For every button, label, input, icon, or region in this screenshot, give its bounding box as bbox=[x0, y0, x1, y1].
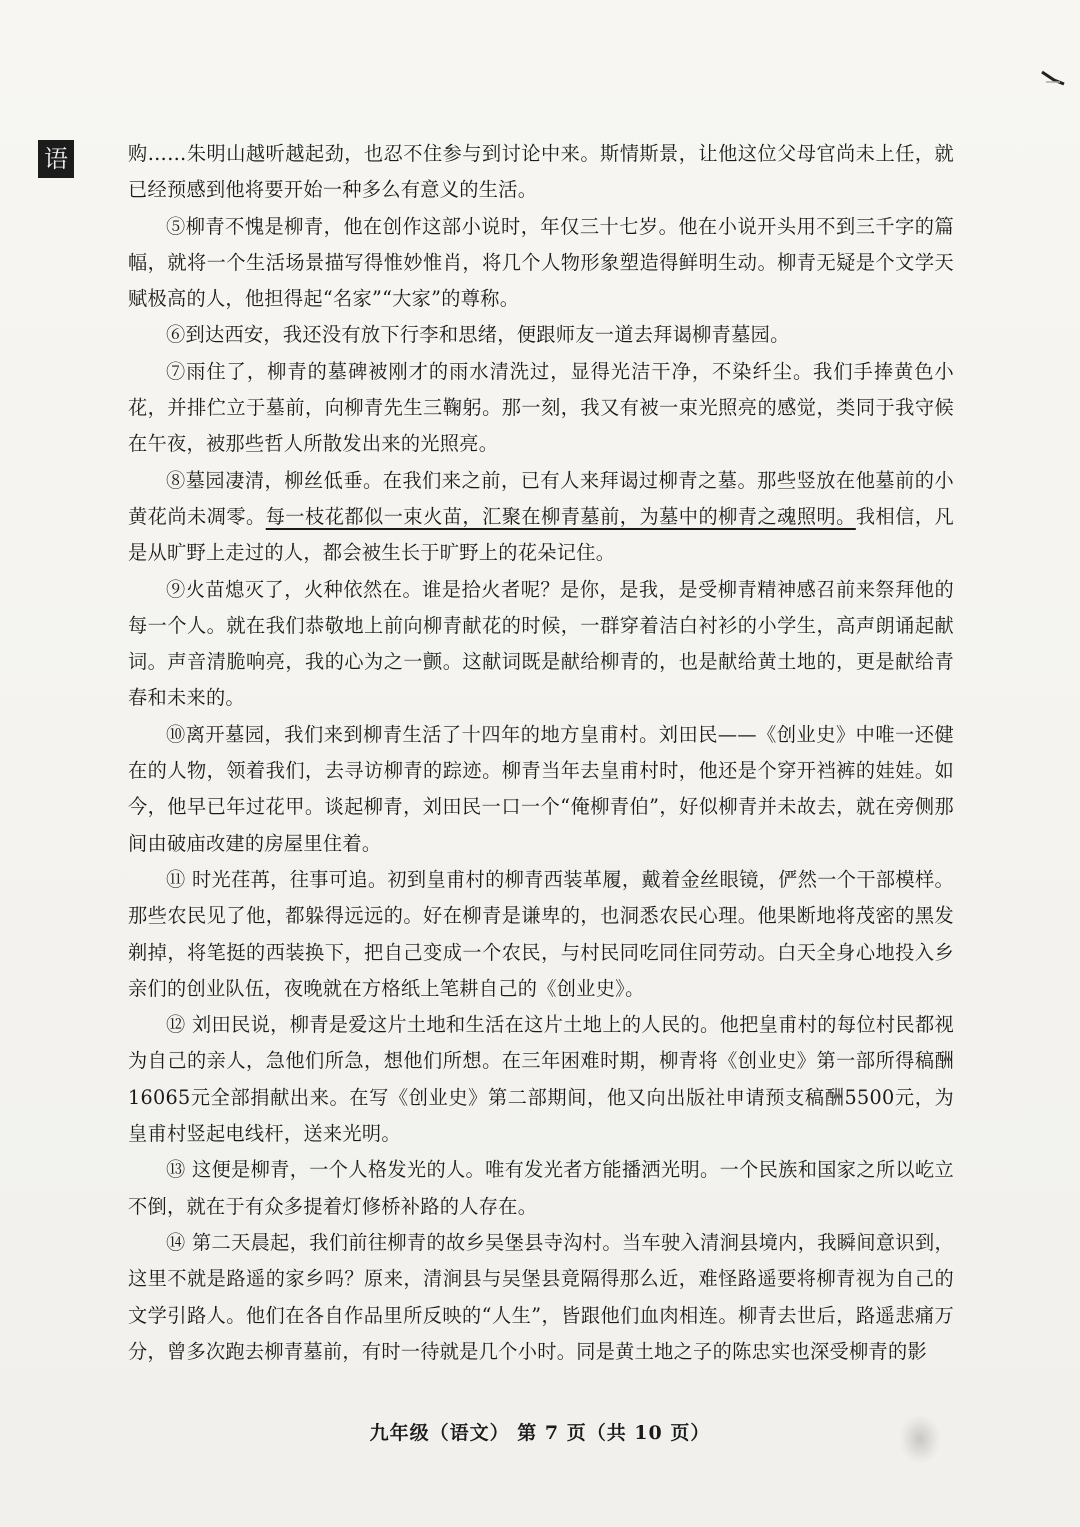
underlined-sentence: 每一枝花都似一束火苗，汇聚在柳青墓前，为墓中的柳青之魂照明。 bbox=[265, 504, 856, 528]
article-body bbox=[128, 136, 954, 1370]
paragraph-5: ⑤柳青不愧是柳青，他在创作这部小说时，年仅三十七岁。他在小说开头用不到三千字的篇幅，就将一个生活场景描写得惟妙惟肖，将几个人物形象塑造得鲜明生动。柳青无疑是个文学天赋极高的人，他担得起“名家”“大家”的尊称。 bbox=[128, 214, 954, 311]
paragraph-8-tail: 我相信，凡是从旷野上走过的人，都会被生长于旷野上的花朵记住。 bbox=[128, 504, 954, 565]
paragraph-6: ⑥到达西安，我还没有放下行李和思绪，便跟师友一道去拜谒柳青墓园。 bbox=[166, 323, 790, 347]
paragraph-8 bbox=[128, 463, 954, 572]
paragraph-10: ⑩离开墓园，我们来到柳青生活了十四年的地方皇甫村。刘田民——《创业史》中唯一还健在的人物，领着我们，去寻访柳青的踪迹。柳青当年去皇甫村时，他还是个穿开裆裤的娃娃。如今，他早已年过花甲。谈起柳青，刘田民一口一个“俺柳青伯”，好似柳青并未故去，就在旁侧那间由破庙改建的房屋里住着。 bbox=[128, 722, 954, 855]
paragraph-9: ⑨火苗熄灭了，火种依然在。谁是拾火者呢？是你，是我，是受柳青精神感召前来祭拜他的每一个人。就在我们恭敬地上前向柳青献花的时候，一群穿着洁白衬衫的小学生，高声朗诵起献词。声音清脆响亮，我的心为之一颤。这献词既是献给柳青的，也是献给黄土地的，更是献给青春和未来的。 bbox=[128, 577, 954, 710]
subject-tab: 语 bbox=[38, 140, 74, 178]
scan-smudge bbox=[900, 1415, 940, 1463]
paragraph-continuation: 购……朱明山越听越起劲，也忍不住参与到讨论中来。斯情斯景，让他这位父母官尚未上任，就已经预感到他将要开始一种多么有意义的生活。 bbox=[128, 142, 954, 202]
scan-mark-icon bbox=[1040, 70, 1066, 86]
paragraph-14: ⑭ 第二天晨起，我们前往柳青的故乡吴堡县寺沟村。当车驶入清涧县境内，我瞬间意识到，这里不就是路遥的家乡吗？原来，清涧县与吴堡县竟隔得那么近，难怪路遥要将柳青视为自己的文学引路人。他们在各自作品里所反映的“人生”，皆跟他们血肉相连。柳青去世后，路遥悲痛万分，曾多次跑去柳青墓前，有时一待就是几个小时。同是黄土地之子的陈忠实也深受柳青的影 bbox=[128, 1230, 954, 1363]
paragraph-8-lead: ⑧墓园凄清，柳丝低垂。在我们来之前，已有人来拜谒过柳青之墓。那些竖放在他墓前的小黄花尚未凋零。 bbox=[128, 468, 954, 528]
page-footer: 九年级（语文） 第 7 页（共 10 页） bbox=[369, 1422, 711, 1444]
paragraph-12: ⑫ 刘田民说，柳青是爱这片土地和生活在这片土地上的人民的。他把皇甫村的每位村民都视为自己的亲人，急他们所急，想他们所想。在三年困难时期，柳青将《创业史》第一部所得稿酬16065元全部捐献出来。在写《创业史》第二部期间，他又向出版社申请预支稿酬5500元，为皇甫村竖起电线杆，送来光明。 bbox=[128, 1013, 954, 1146]
paragraph-7: ⑦雨住了，柳青的墓碑被刚才的雨水清洗过，显得光洁干净，不染纤尘。我们手捧黄色小花，并排伫立于墓前，向柳青先生三鞠躬。那一刻，我又有被一束光照亮的感觉，类同于我守候在午夜，被那些哲人所散发出来的光照亮。 bbox=[128, 359, 954, 456]
paragraph-11: ⑪ 时光荏苒，往事可追。初到皇甫村的柳青西装革履，戴着金丝眼镜，俨然一个干部模样。那些农民见了他，都躲得远远的。好在柳青是谦卑的，也洞悉农民心理。他果断地将茂密的黑发剃掉，将笔挺的西装换下，把自己变成一个农民，与村民同吃同住同劳动。白天全身心地投入乡亲们的创业队伍，夜晚就在方格纸上笔耕自己的《创业史》。 bbox=[128, 867, 954, 1000]
paragraph-13: ⑬ 这便是柳青，一个人格发光的人。唯有发光者方能播洒光明。一个民族和国家之所以屹立不倒，就在于有众多提着灯修桥补路的人存在。 bbox=[128, 1158, 954, 1218]
